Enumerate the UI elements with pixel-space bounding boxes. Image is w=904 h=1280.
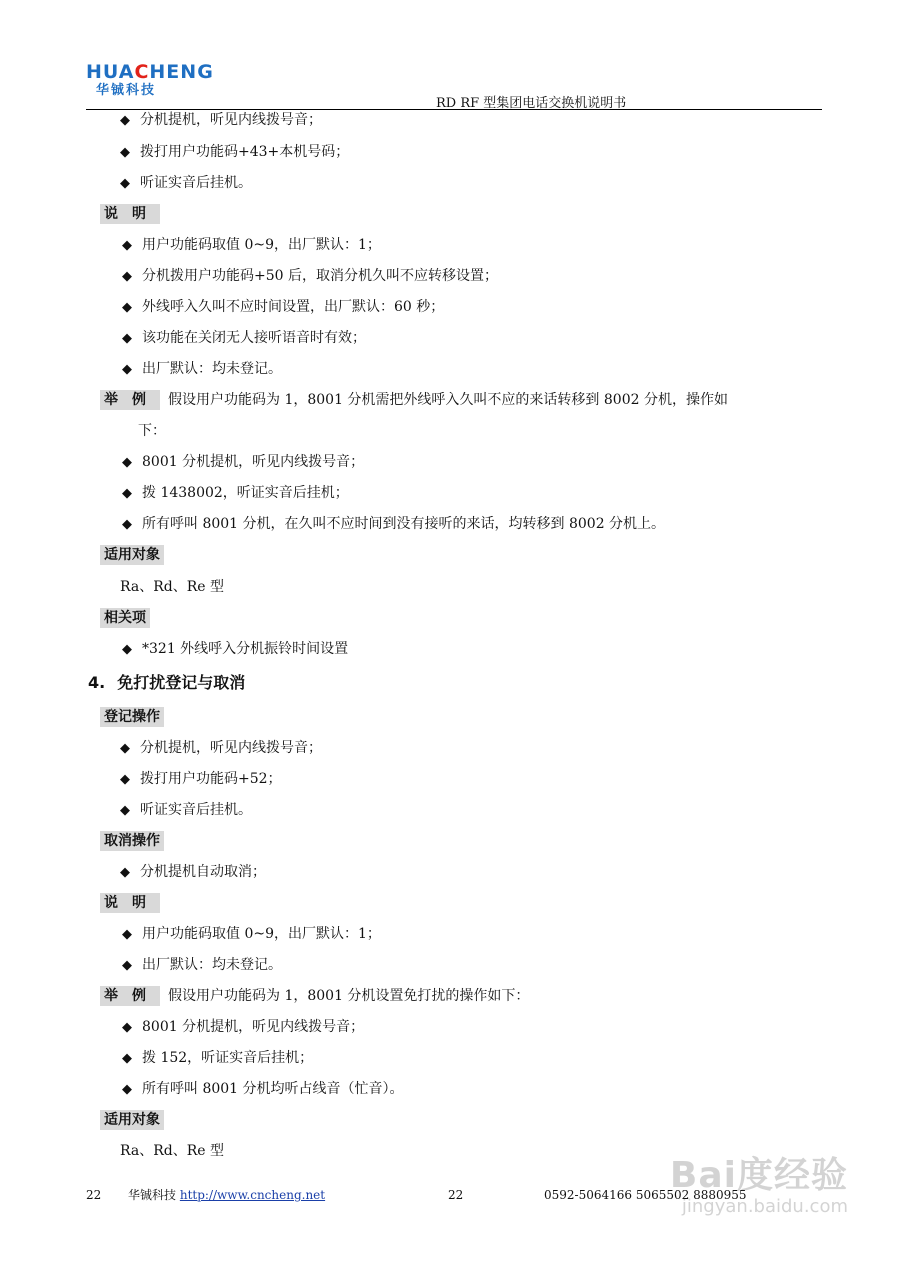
section-label: 登记操作 <box>100 707 164 727</box>
diamond-bullet-icon: ◆ <box>120 176 130 191</box>
footer-company: 华铖科技 http://www.cncheng.net <box>128 1188 326 1202</box>
diamond-bullet-icon: ◆ <box>122 1020 132 1035</box>
diamond-bullet-icon: ◆ <box>120 865 130 880</box>
example-paragraph: 举例 假设用户功能码为 1，8001 分机需把外线呼入久叫不应的来话转移到 8002 分机，操作如 <box>100 390 728 410</box>
section-label: 说明 <box>100 204 160 224</box>
list-item: ◆ 分机提机自动取消； <box>120 864 266 880</box>
diamond-bullet-icon: ◆ <box>122 331 132 346</box>
diamond-bullet-icon: ◆ <box>122 642 132 657</box>
baidu-watermark <box>670 1156 848 1218</box>
list-item: ◆ 出厂默认：均未登记。 <box>122 361 282 377</box>
footer-page-left: 22 <box>86 1188 102 1202</box>
list-item: ◆ 拨打用户功能码+43+本机号码； <box>120 144 350 160</box>
list-item: ◆ 出厂默认：均未登记。 <box>122 957 282 973</box>
diamond-bullet-icon: ◆ <box>122 1082 132 1097</box>
list-item: ◆ 用户功能码取值 0~9，出厂默认：1； <box>122 237 381 253</box>
diamond-bullet-icon: ◆ <box>122 238 132 253</box>
list-item: ◆ 用户功能码取值 0~9，出厂默认：1； <box>122 926 381 942</box>
applies-text: Ra、Rd、Re 型 <box>120 579 224 595</box>
diamond-bullet-icon: ◆ <box>122 269 132 284</box>
list-item: ◆ 分机提机，听见内线拨号音； <box>120 112 322 128</box>
list-item: ◆ 分机拨用户功能码+50 后，取消分机久叫不应转移设置； <box>122 268 498 284</box>
section-label: 说明 <box>100 893 160 913</box>
applies-text: Ra、Rd、Re 型 <box>120 1143 224 1159</box>
list-item: ◆ 听证实音后挂机。 <box>120 802 252 818</box>
watermark-url: jingyan.baidu.com <box>681 1196 848 1217</box>
diamond-bullet-icon: ◆ <box>120 772 130 787</box>
list-item: ◆ 所有呼叫 8001 分机，在久叫不应时间到没有接听的来话，均转移到 8002 分机上。 <box>122 516 666 532</box>
diamond-bullet-icon: ◆ <box>122 958 132 973</box>
section-label: 适用对象 <box>100 1110 164 1130</box>
company-logo <box>86 62 214 100</box>
logo-text-en: HUACHENG <box>86 61 214 83</box>
list-item: ◆ 8001 分机提机，听见内线拨号音； <box>122 454 365 470</box>
diamond-bullet-icon: ◆ <box>122 362 132 377</box>
footer-phones: 0592-5064166 5065502 8880955 <box>544 1188 747 1202</box>
logo-text-cn: 华铖科技 <box>96 83 157 98</box>
list-item: ◆ 拨 152，听证实音后挂机； <box>122 1050 314 1066</box>
list-item: ◆ *321 外线呼入分机振铃时间设置 <box>122 641 349 657</box>
example-paragraph: 举例 假设用户功能码为 1，8001 分机设置免打扰的操作如下： <box>100 986 529 1006</box>
diamond-bullet-icon: ◆ <box>122 300 132 315</box>
list-item: ◆ 分机提机，听见内线拨号音； <box>120 740 322 756</box>
document-title: RD RF 型集团电话交换机说明书 <box>436 96 627 111</box>
diamond-bullet-icon: ◆ <box>120 741 130 756</box>
diamond-bullet-icon: ◆ <box>122 1051 132 1066</box>
list-item: ◆ 该功能在关闭无人接听语音时有效； <box>122 330 366 346</box>
list-item: ◆ 拨打用户功能码+52； <box>120 771 282 787</box>
footer-page-center: 22 <box>448 1188 464 1202</box>
list-item: ◆ 外线呼入久叫不应时间设置，出厂默认：60 秒； <box>122 299 445 315</box>
diamond-bullet-icon: ◆ <box>122 927 132 942</box>
list-item: ◆ 听证实音后挂机。 <box>120 175 252 191</box>
footer-url-link[interactable]: http://www.cncheng.net <box>179 1188 326 1202</box>
section-label: 适用对象 <box>100 545 164 565</box>
watermark-logo: Bai度经验 <box>669 1155 848 1196</box>
list-item: ◆ 所有呼叫 8001 分机均听占线音（忙音）。 <box>122 1081 404 1097</box>
diamond-bullet-icon: ◆ <box>122 517 132 532</box>
list-item: ◆ 8001 分机提机，听见内线拨号音； <box>122 1019 365 1035</box>
example-continuation: 下： <box>138 423 166 439</box>
list-item: ◆ 拨 1438002，听证实音后挂机； <box>122 485 349 501</box>
section-heading: 4. 免打扰登记与取消 <box>88 673 246 692</box>
diamond-bullet-icon: ◆ <box>122 486 132 501</box>
diamond-bullet-icon: ◆ <box>120 113 130 128</box>
diamond-bullet-icon: ◆ <box>120 145 130 160</box>
diamond-bullet-icon: ◆ <box>122 455 132 470</box>
diamond-bullet-icon: ◆ <box>120 803 130 818</box>
section-label: 相关项 <box>100 608 150 628</box>
section-label: 取消操作 <box>100 831 164 851</box>
